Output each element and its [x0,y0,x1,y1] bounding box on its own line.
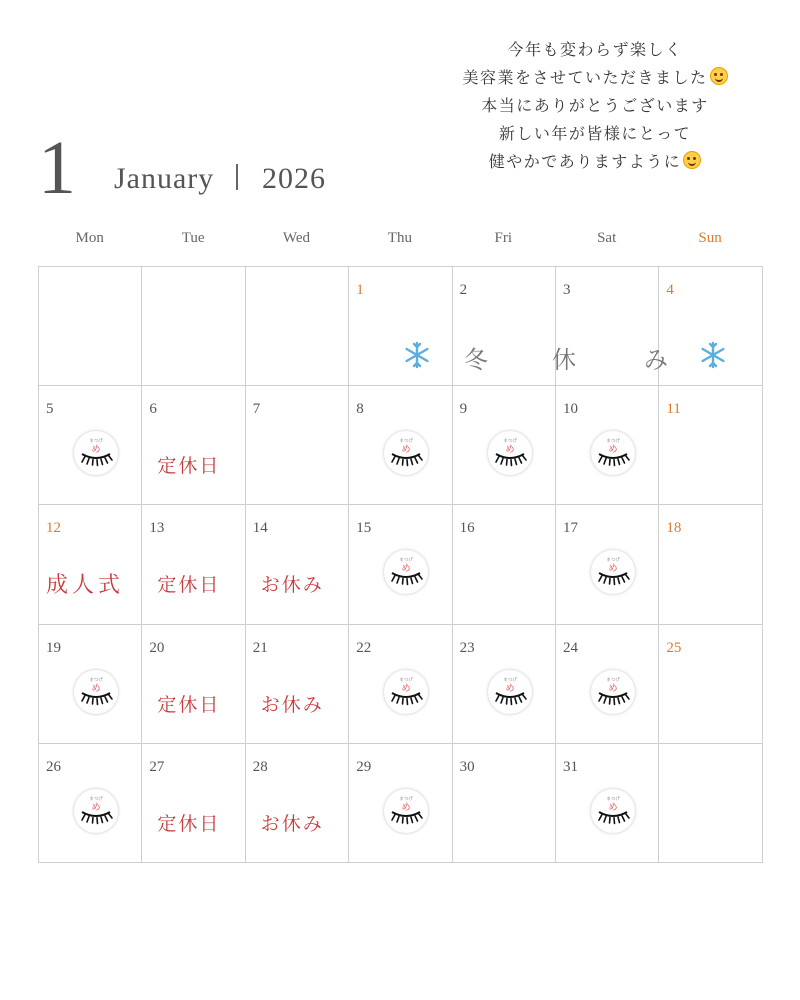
eyelash-stamp-icon [488,431,532,475]
day-number: 24 [563,639,578,656]
day-cell [555,624,659,744]
schedule-label: 定休日 [157,693,221,716]
schedule-label: 成人式 [46,573,125,599]
stamp-glyph: め [505,683,515,694]
day-number: 13 [149,520,165,537]
day-number: 10 [563,401,578,418]
day-number: 7 [252,401,261,418]
day-cell [38,624,142,744]
weekday-sun: Sun [698,230,722,246]
day-number: 19 [46,639,61,656]
weekday-wed: Wed [282,230,311,246]
day-cell [245,385,349,505]
day-cell [38,743,142,863]
eyelash-stamp-icon [591,550,635,594]
smiling-face-icon [710,67,728,85]
day-number: 15 [356,520,372,537]
eyelash-stamp-icon [591,789,635,833]
message-line: 美容業をさせていただきました [440,64,750,92]
stamp-label: まつげ [399,796,413,802]
month-name: January [114,162,215,195]
stamp-glyph: め [91,802,101,813]
schedule-label: 定休日 [157,812,221,835]
stamp-glyph: め [608,445,618,456]
day-number: 26 [46,758,61,775]
stamp-glyph: め [401,683,411,694]
message-line: 本当にありがとうございます [481,96,709,115]
day-number: 17 [563,520,578,537]
day-cell [245,624,349,744]
day-number: 4 [666,282,674,298]
day-number: 2 [459,282,468,298]
schedule-label: お休み [260,812,324,835]
day-cell [348,743,452,863]
year: 2026 [262,162,326,195]
stamp-label: まつげ [399,439,413,445]
day-cell [141,385,245,505]
weekday-fri: Fri [494,230,513,246]
eyelash-stamp-icon [74,789,118,833]
day-number: 30 [459,758,475,775]
eyelash-stamp-icon [488,670,532,714]
message-line: 今年も変わらず楽しく [507,40,683,59]
weekday-header [38,230,762,252]
eyelash-stamp-icon [591,431,635,475]
day-number: 22 [356,639,372,656]
winter-break-char: 休 [552,346,576,374]
day-cell [452,624,556,744]
day-number: 16 [459,520,475,537]
day-cell [658,743,762,863]
stamp-label: まつげ [502,677,517,683]
day-number: 5 [46,401,54,418]
weekday-thu: Thu [387,230,412,246]
day-number: 31 [563,758,578,775]
day-cell [658,504,762,624]
stamp-glyph: め [401,802,411,813]
eyelash-stamp-icon [591,670,635,714]
header-divider [236,164,238,190]
day-number: 27 [149,758,165,775]
day-cell [141,624,245,744]
day-cell [348,266,452,386]
stamp-glyph: め [91,445,101,456]
stamp-label: まつげ [89,439,103,445]
day-number: 9 [459,401,468,418]
winter-break-char: 冬 [464,346,488,374]
day-number: 23 [459,639,475,656]
schedule-label: 定休日 [157,574,221,597]
day-number: 8 [356,401,364,418]
eyelash-stamp-icon [74,670,118,714]
stamp-glyph: め [505,445,515,456]
eyelash-stamp-icon [384,789,428,833]
weekday-mon: Mon [75,230,104,246]
eyelash-stamp-icon [384,431,428,475]
eyelash-stamp-icon [384,550,428,594]
day-number: 12 [46,520,61,537]
day-cell [658,624,762,744]
stamp-label: まつげ [606,796,620,802]
day-number: 14 [252,520,268,537]
stamp-label: まつげ [606,439,620,445]
day-cell [38,385,142,505]
day-cell [245,266,349,386]
day-cell [658,385,762,505]
stamp-label: まつげ [89,796,103,802]
schedule-label: お休み [260,693,324,716]
schedule-label: お休み [260,574,324,597]
day-cell [141,504,245,624]
stamp-glyph: め [608,802,618,813]
stamp-label: まつげ [89,677,103,683]
day-cell [245,743,349,863]
day-cell [555,504,659,624]
day-cell [348,624,452,744]
day-cell [452,743,556,863]
day-cell [555,385,659,505]
stamp-glyph: め [91,683,101,694]
day-cell [141,743,245,863]
day-cell [348,385,452,505]
greeting-message [440,36,750,176]
weekday-tue: Tue [181,230,205,246]
day-cell [452,385,556,505]
weekday-sat: Sat [597,230,617,246]
day-number: 25 [666,639,682,656]
day-number: 3 [563,282,571,298]
day-number: 11 [666,401,681,418]
stamp-label: まつげ [606,558,620,564]
message-line: 新しい年が皆様にとって [498,124,692,143]
eyelash-stamp-icon [74,431,118,475]
day-number: 1 [356,282,364,298]
month-number: 1 [38,126,76,210]
day-number: 18 [666,520,682,537]
snowflake-icon [402,340,432,370]
day-cell [452,504,556,624]
day-number: 28 [252,758,268,775]
day-cell [141,266,245,386]
winter-break-char: み [644,346,668,374]
snowflake-icon [698,340,728,370]
day-cell [348,504,452,624]
stamp-label: まつげ [502,439,517,445]
day-number: 6 [149,401,157,418]
day-number: 29 [356,758,372,775]
eyelash-stamp-icon [384,670,428,714]
day-cell [38,504,142,624]
day-number: 20 [149,639,165,656]
stamp-label: まつげ [606,677,620,683]
stamp-glyph: め [608,564,618,575]
smiling-face-icon [683,151,701,169]
stamp-glyph: め [401,445,411,456]
stamp-label: まつげ [399,677,413,683]
stamp-glyph: め [608,683,618,694]
stamp-glyph: め [401,564,411,575]
schedule-label: 定休日 [157,455,221,478]
stamp-label: まつげ [399,558,413,564]
day-cell [245,504,349,624]
day-cell [555,743,659,863]
day-cell [38,266,142,386]
message-line: 健やかでありますように [440,148,750,176]
day-number: 21 [252,639,268,656]
